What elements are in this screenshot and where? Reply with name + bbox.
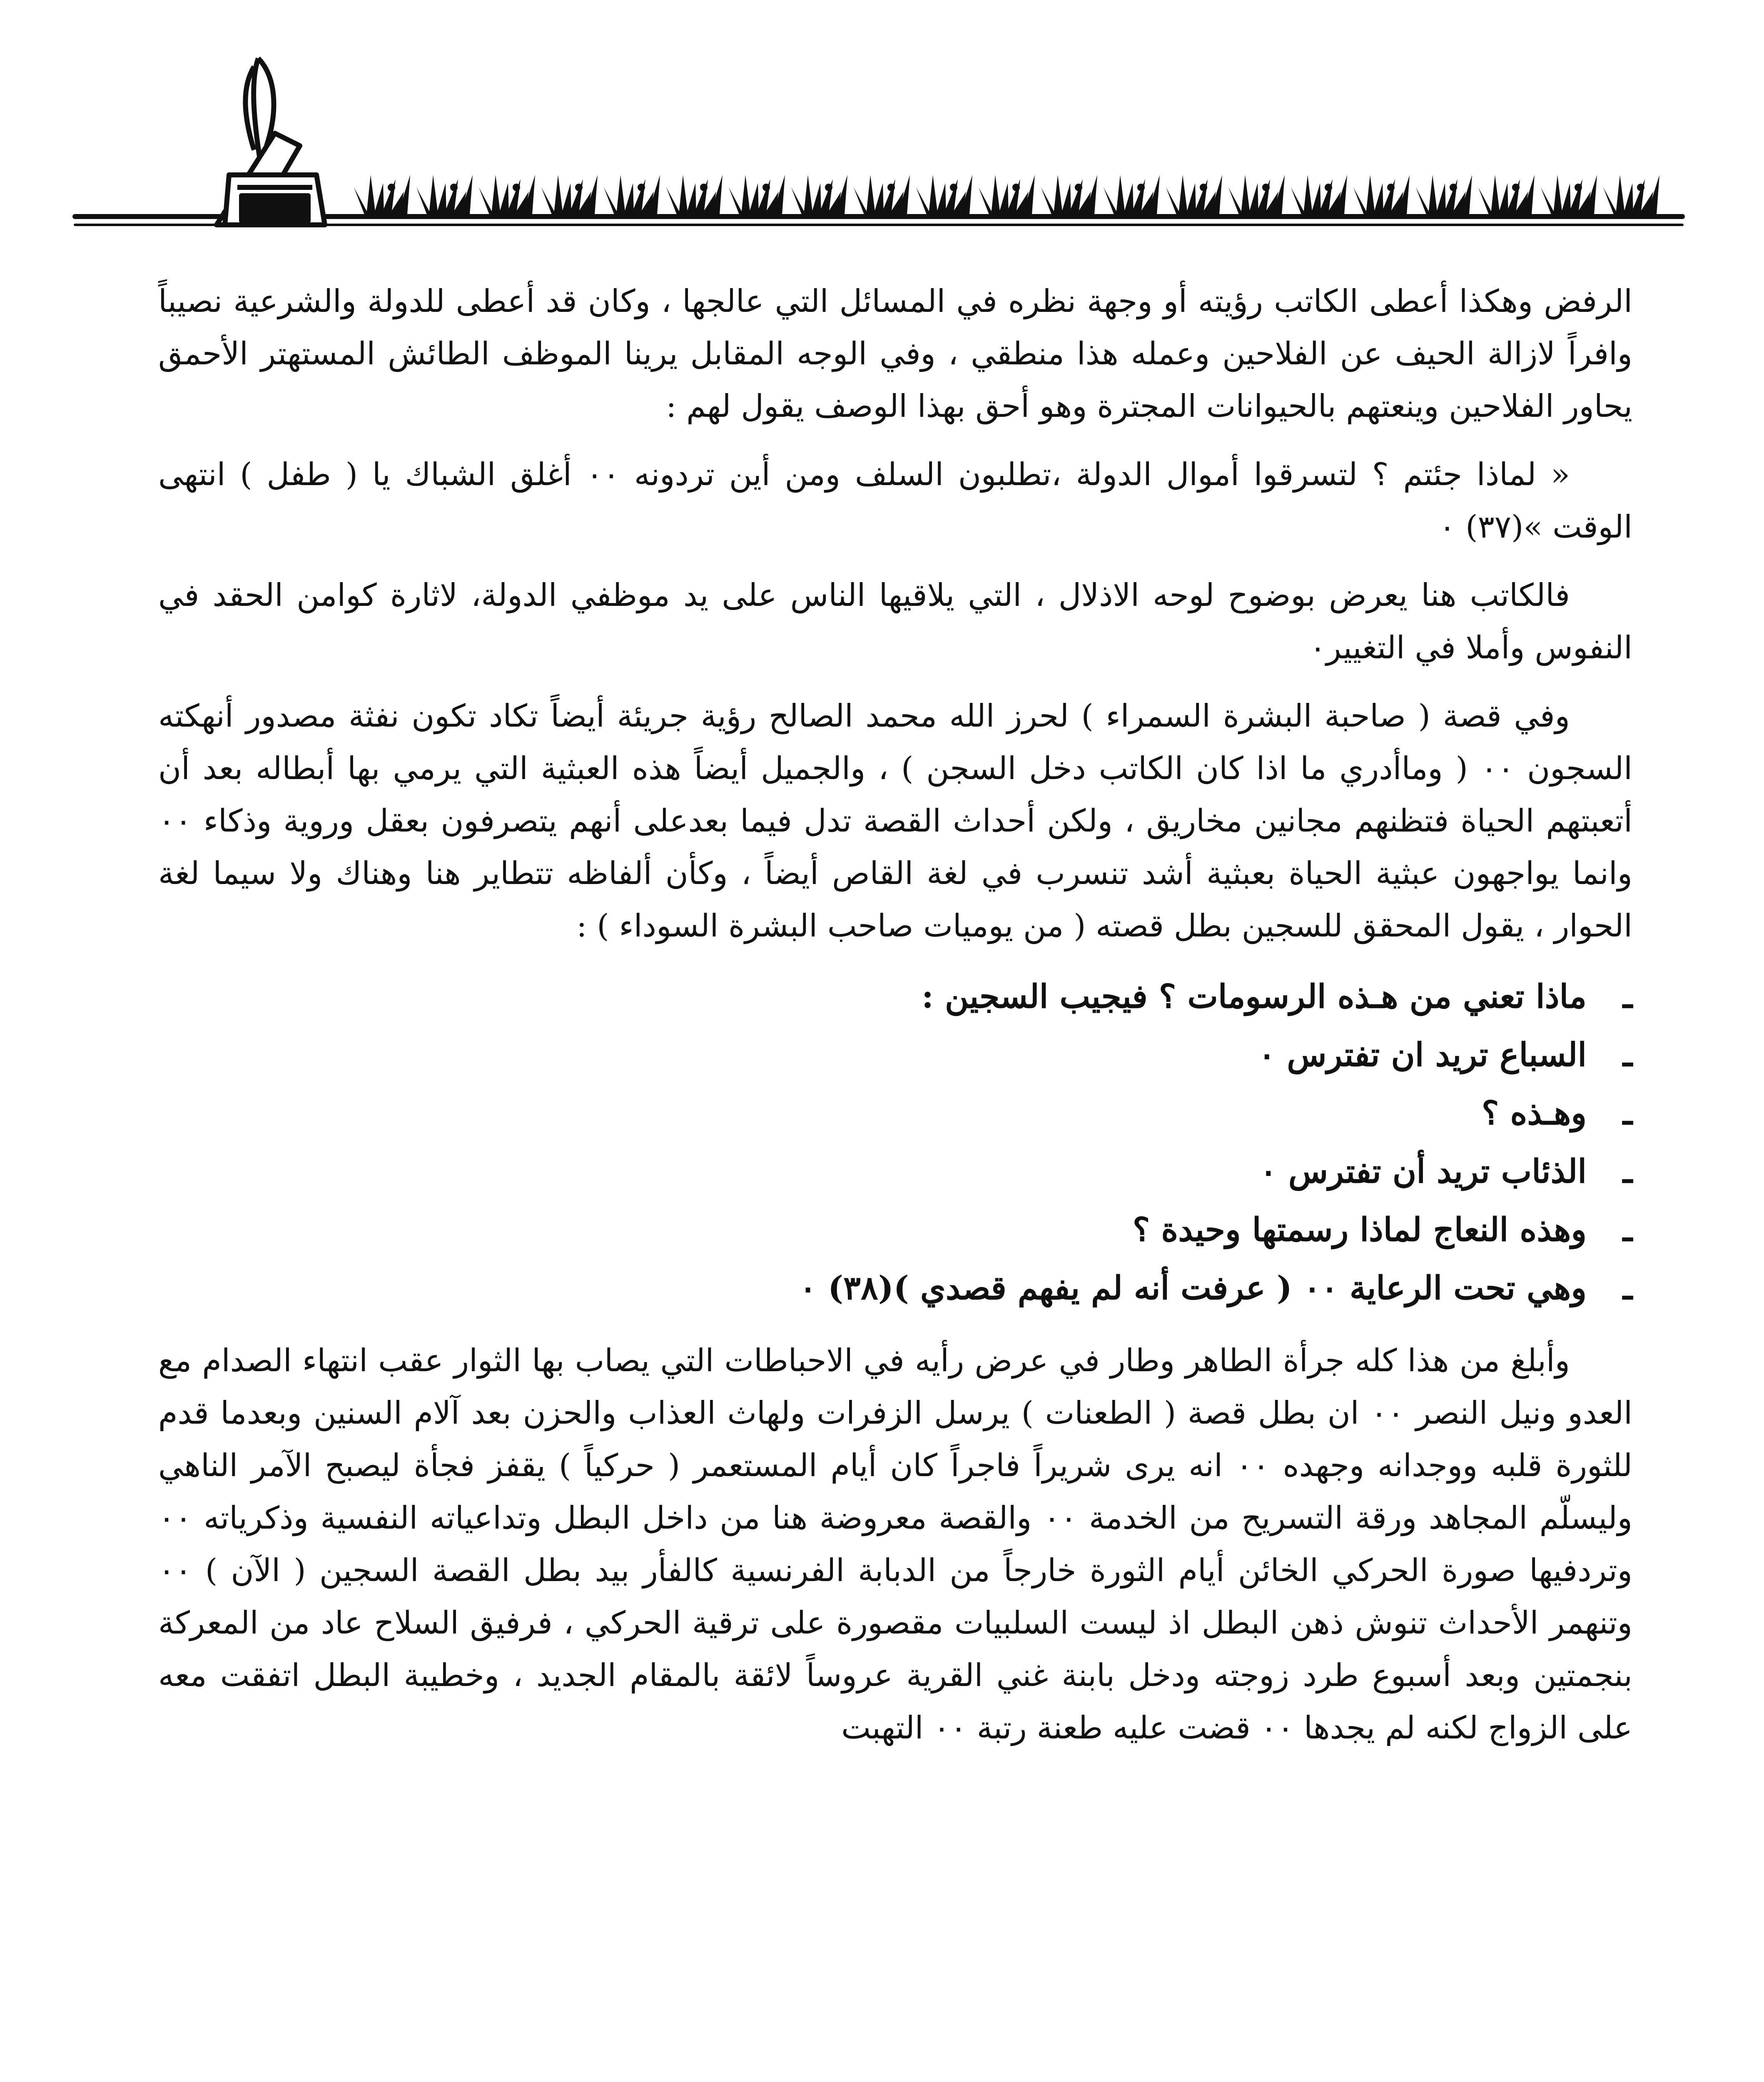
paragraph-4: وفي قصة ( صاحبة البشرة السمراء ) لحرز الله محمد الصالح رؤية جريئة أيضاً تكاد تكون نفثة مصدور أنهكته السجون ٠٠ ( وماأدري ما اذا كان الكاتب دخل السجن ) ، والجميل أيضاً هذه العبثية التي يرمي بها أبطاله بعد أن أتعبتهم الحياة فتظنهم مجانين مخاريق ، ولكن أحداث القصة تدل فيما بعدعلى أنهم يتصرفون بعقل وروية وذكاء ٠٠ وانما يواجهون عبثية الحياة بعبثية أشد تنسرب في لغة القاص أيضاً ، وكأن ألفاظه تتطاير هنا وهناك ولا سيما لغة الحوار ، يقول المحقق للسجين بطل قصته ( من يوميات صاحب البشرة السوداء ) : <box>158 697 1632 944</box>
dialogue-dash: ـ <box>1623 978 1632 1016</box>
paragraph-3: فالكاتب هنا يعرض بوضوح لوحه الاذلال ، التي يلاقيها الناس على يد موظفي الدولة، لاثارة كوامن الحقد في النفوس وأملا في التغيير٠ <box>158 577 1632 666</box>
dialogue-dash: ـ <box>1623 1153 1632 1190</box>
paragraph-5: وأبلغ من هذا كله جرأة الطاهر وطار في عرض رأيه في الاحباطات التي يصاب بها الثوار عقب انتهاء الصدام مع العدو ونيل النصر ٠٠ ان بطل قصة ( الطعنات ) يرسل الزفرات ولهاث العذاب والحزن بعد آلام السنين وبعدما قدم للثورة قلبه ووجدانه وجهده ٠٠ انه يرى شريراً فاجراً كان أيام المستعمر ( حركياً ) يقفز فجأة ليصبح الآمر الناهي وليسلّم المجاهد ورقة التسريح من الخدمة ٠٠ والقصة معروضة هنا من داخل البطل وتداعياته النفسية وذكرياته ٠٠ وتردفيها صورة الحركي الخائن أيام الثورة خارجاً من الدبابة الفرنسية كالفأر بيد بطل القصة السجين ( الآن ) ٠٠ وتنهمر الأحداث تنوش ذهن البطل اذ ليست السلبيات مقصورة على ترقية الحركي ، فرفيق السلاح عاد من المعركة بنجمتين وبعد أسبوع طرد زوجته ودخل بابنة غني القرية عروساً لائقة بالمقام الجديد ، وخطيبة البطل اتفقت معه على الزواج لكنه لم يجدها ٠٠ قضت عليه طعنة رتبة ٠٠ التهبت <box>158 1342 1633 1746</box>
dialogue-line: ـماذا تعني من هـذه الرسومات ؟ فيجيب السجين : <box>158 968 1632 1026</box>
dialogue-dash: ـ <box>1623 1036 1632 1074</box>
dialogue-line: ـوهذه النعاج لماذا رسمتها وحيدة ؟ <box>158 1201 1632 1259</box>
quotation-paragraph: « لماذا جئتم ؟ لتسرقوا أموال الدولة ،تطلبون السلف ومن أين تردونه ٠٠ أغلق الشباك يا ( طفل ) انتهى الوقت »(٣٧) ٠ <box>158 456 1632 545</box>
grass-and-quill-ornament-icon <box>67 50 1691 242</box>
page-body <box>158 275 1632 1770</box>
dialogue-line: ـالذئاب تريد أن تفترس ٠ <box>158 1143 1632 1201</box>
dialogue-line: ـالسباع تريد ان تفترس ٠ <box>158 1026 1632 1084</box>
dialogue-dash: ـ <box>1623 1211 1632 1249</box>
dialogue-list <box>158 968 1632 1317</box>
dialogue-line: ـوهـذه ؟ <box>158 1084 1632 1143</box>
dialogue-line: ـوهي تحت الرعاية ٠٠ ( عرفت أنه لم يفهم قصدي )(٣٨) ٠ <box>158 1259 1632 1317</box>
dialogue-dash: ـ <box>1623 1094 1632 1132</box>
dialogue-dash: ـ <box>1623 1269 1632 1307</box>
paragraph-1: الرفض وهكذا أعطى الكاتب رؤيته أو وجهة نظره في المسائل التي عالجها ، وكان قد أعطى للدولة والشرعية نصيباً وافراً لازالة الحيف عن الفلاحين وعمله هذا منطقي ، وفي الوجه المقابل يرينا الموظف الطائش المستهتر الأحمق يحاور الفلاحين وينعتهم بالحيوانات المجترة وهو أحق بهذا الوصف يقول لهم : <box>158 283 1632 424</box>
